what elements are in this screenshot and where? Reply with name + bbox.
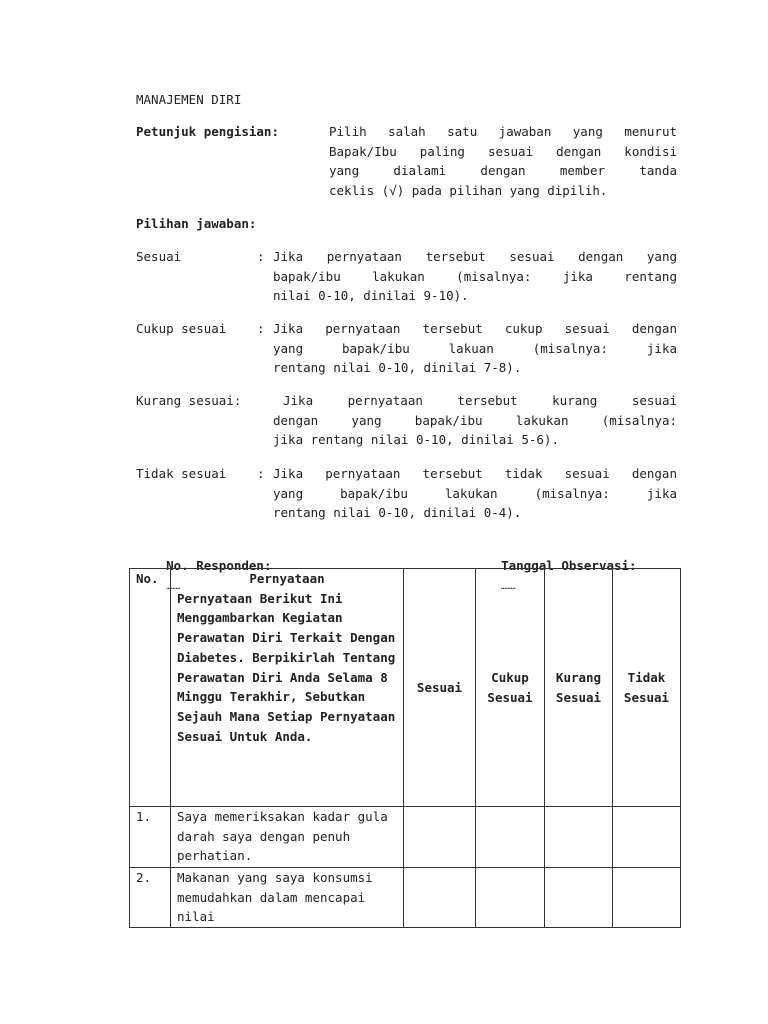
statement-table [129,568,681,928]
header-pernyataan-title: Pernyataan [249,571,325,586]
answer-cell-tidak-sesuai[interactable] [613,868,681,928]
option-colon: : [257,249,265,264]
answer-cell-sesuai[interactable] [404,807,476,868]
header-no: No. [130,569,171,807]
option-line: dengan yang bapak/ibu lakukan (misalnya: [273,412,677,428]
header-sesuai: Sesuai [404,569,476,807]
option-term-sesuai: Sesuai [136,249,182,264]
row-number: 1. [130,807,171,868]
option-colon: : [257,321,265,336]
answer-cell-kurang-sesuai[interactable] [545,807,613,868]
table-row [130,868,681,928]
option-term-tidak-sesuai: Tidak sesuai [136,466,227,481]
petunjuk-line: Bapak/Ibu paling sesuai dengan kondisi [329,143,677,159]
tanggal-value: ……… [501,582,516,591]
petunjuk-line: ceklis (√) pada pilihan yang dipilih. [329,182,608,198]
option-line: yang bapak/ibu lakukan (misalnya: jika [273,485,677,501]
option-term-kurang-sesuai: Kurang sesuai: [136,393,242,408]
option-line: yang bapak/ibu lakuan (misalnya: jika [273,340,677,356]
row-statement: Saya memeriksakan kadar gula darah saya dengan penuh perhatian. [171,807,404,868]
option-desc-cukup-sesuai [273,319,677,378]
responden-value: ……… [166,582,181,591]
pilihan-label: Pilihan jawaban: [136,216,257,231]
petunjuk-text [329,122,677,200]
option-line: rentang nilai 0-10, dinilai 7-8). [273,360,522,375]
option-line: rentang nilai 0-10, dinilai 0-4). [273,505,522,520]
option-term-cukup-sesuai: Cukup sesuai [136,321,227,336]
option-desc-sesuai [273,247,677,306]
petunjuk-label: Petunjuk pengisian: [136,124,279,139]
option-desc-tidak-sesuai [273,464,677,523]
answer-cell-cukup-sesuai[interactable] [476,807,545,868]
header-cukup-sesuai: Cukup Sesuai [476,569,545,807]
responden-label: No. Responden: [166,557,272,573]
answer-cell-tidak-sesuai[interactable] [613,807,681,868]
tanggal-label: Tanggal Observasi: [501,557,637,573]
petunjuk-line: Pilih salah satu jawaban yang menurut [329,124,677,139]
answer-cell-cukup-sesuai[interactable] [476,868,545,928]
header-kurang-sesuai: Kurang Sesuai [545,569,613,807]
header-tidak-sesuai: Tidak Sesuai [613,569,681,807]
option-line: nilai 0-10, dinilai 9-10). [273,288,469,303]
answer-cell-kurang-sesuai[interactable] [545,868,613,928]
option-colon: : [257,466,265,481]
row-statement: Makanan yang saya konsumsi memudahkan dalam mencapai nilai [171,868,404,928]
header-pernyataan-body: Pernyataan Berikut Ini Menggambarkan Kegiatan Perawatan Diri Terkait Dengan Diabetes. Berpikirlah Tentang Perawatan Diri Anda Selama 8 Minggu Terakhir, Sebutkan Sejauh Mana Setiap Pernyataan Sesuai Untuk Anda. [177,590,396,744]
page-title: MANAJEMEN DIRI [136,92,242,107]
option-line: Jika pernyataan tersebut cukup sesuai dengan [273,321,677,336]
table-row [130,807,681,868]
option-line: Jika pernyataan tersebut sesuai dengan yang [273,249,677,264]
option-line: Jika pernyataan tersebut kurang sesuai [283,393,677,408]
option-line: Jika pernyataan tersebut tidak sesuai dengan [273,466,677,481]
option-line: jika rentang nilai 0-10, dinilai 5-6). [273,432,559,447]
petunjuk-line: yang dialami dengan member tanda [329,163,677,178]
option-line: bapak/ibu lakukan (misalnya: jika rentang [273,268,677,284]
header-pernyataan [171,569,404,807]
option-desc-kurang-sesuai [273,391,677,450]
table-header-row [130,569,681,807]
row-number: 2. [130,868,171,928]
answer-cell-sesuai[interactable] [404,868,476,928]
